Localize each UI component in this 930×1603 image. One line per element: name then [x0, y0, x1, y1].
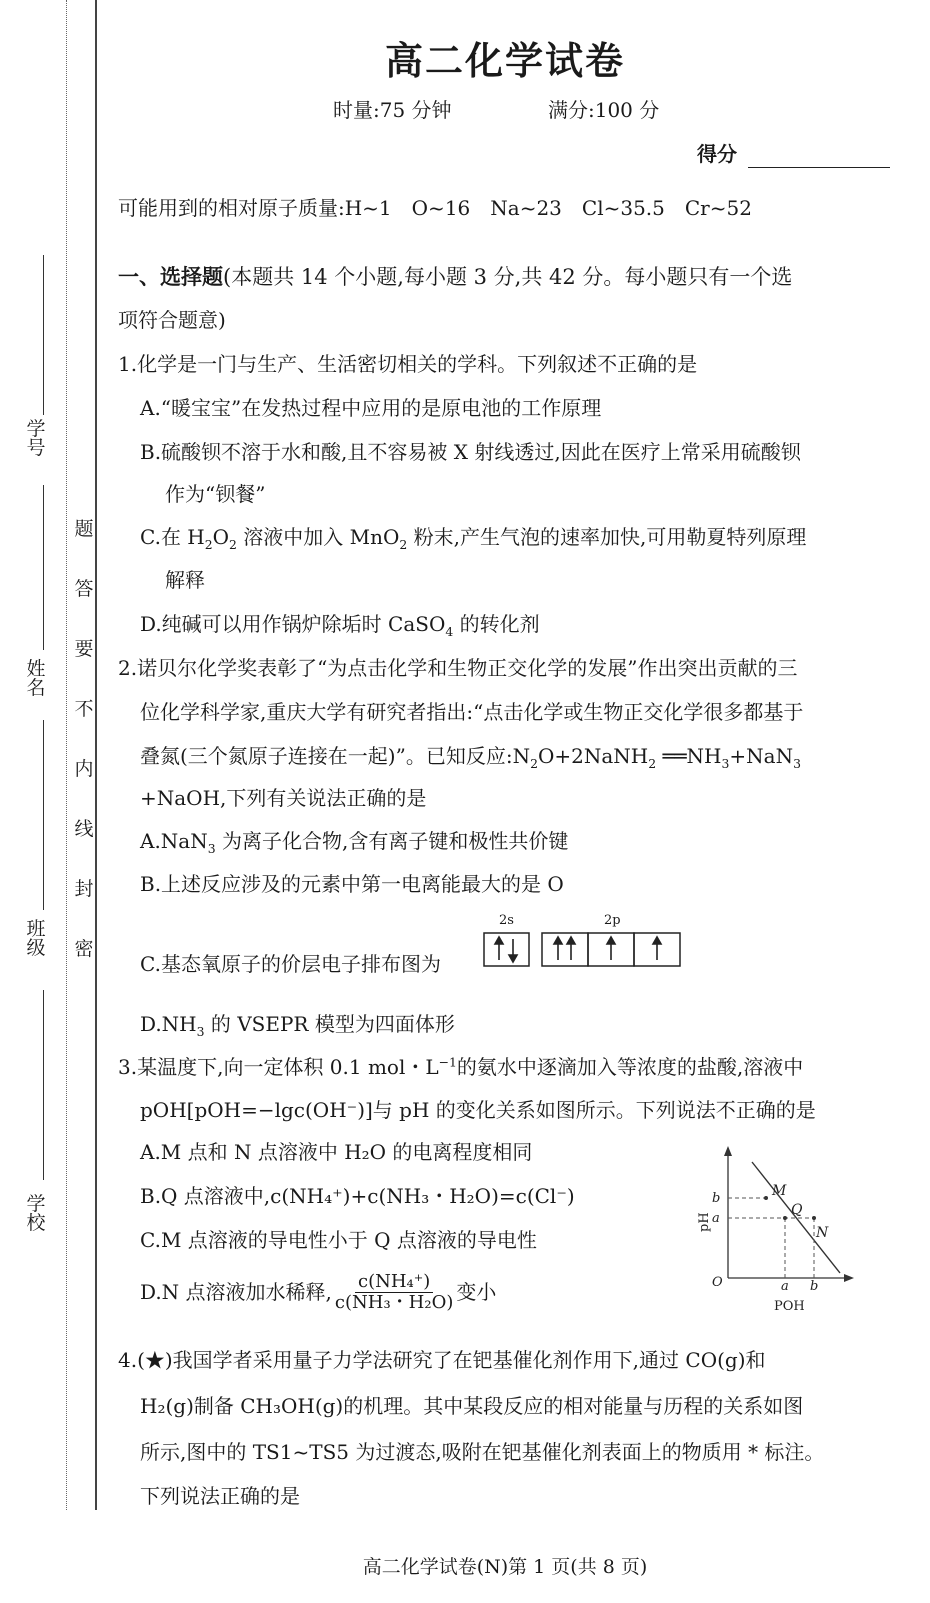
- y-axis-arrow: [724, 1146, 732, 1156]
- point-label-m: M: [772, 1183, 787, 1199]
- page-title: 高二化学试卷: [384, 39, 625, 83]
- q2-option-b: B.上述反应涉及的元素中第一电离能最大的是 O: [140, 872, 564, 896]
- section-heading-bold: 一、选择题: [118, 264, 223, 289]
- q3-option-a: A.M 点和 N 点溶液中 H₂O 的电离程度相同: [140, 1140, 533, 1164]
- q4-stem-2: H₂(g)制备 CH₃OH(g)的机理。其中某段反应的相对能量与历程的关系如图: [140, 1394, 804, 1418]
- seal-char: 线: [74, 818, 94, 840]
- x-tick-b: b: [810, 1279, 819, 1294]
- label-school: 学校: [26, 1193, 46, 1234]
- section-heading-rest: (本题共 14 个小题,每小题 3 分,共 42 分。每小题只有一个选: [223, 265, 793, 289]
- score-label: 得分: [697, 142, 737, 166]
- q3-option-d: D.N 点溶液加水稀释, $\frac{\text{c(NH₄⁺)}}{\text{c(NH₃・H₂O)}}$ 变小: [140, 1271, 497, 1313]
- q3-fraction: $\frac{\text{c(NH₄⁺)}}{\text{c(NH₃・H₂O)}}$: [334, 1271, 454, 1313]
- x-axis-arrow: [844, 1274, 854, 1282]
- label-class: 班级: [26, 918, 46, 959]
- y-tick-b: b: [712, 1191, 721, 1206]
- q4-stem-4: 下列说法正确的是: [140, 1484, 300, 1508]
- q1-option-a: A.“暖宝宝”在发热过程中应用的是原电池的工作原理: [140, 396, 602, 420]
- x-tick-a: a: [781, 1279, 789, 1294]
- q1-option-b: B.硫酸钡不溶于水和酸,且不容易被 X 射线透过,因此在医疗上常采用硫酸钡: [140, 440, 801, 464]
- score-blank[interactable]: [748, 167, 890, 168]
- seal-char: 题: [74, 518, 94, 540]
- seal-char: 密: [74, 938, 94, 960]
- point-label-n: N: [816, 1225, 829, 1241]
- q1-option-d: D.纯碱可以用作锅炉除垢时 CaSO$_4$ 的转化剂: [140, 612, 540, 639]
- class-line: [43, 720, 44, 910]
- q1-stem: 1.化学是一门与生产、生活密切相关的学科。下列叙述不正确的是: [118, 352, 698, 376]
- q2-option-c: C.基态氧原子的价层电子排布图为: [140, 952, 441, 976]
- q3-stem-2: pOH[pOH=−lgc(OH⁻)]与 pH 的变化关系如图所示。下列说法不正确的是: [140, 1098, 816, 1122]
- seal-char: 封: [74, 878, 94, 900]
- seal-char: 答: [74, 578, 94, 600]
- label-id: 学号: [26, 418, 46, 459]
- exam-time: 时量:75 分钟: [333, 98, 452, 122]
- point-n: [812, 1216, 816, 1220]
- section-heading-cont: 项符合题意): [118, 308, 226, 332]
- seal-char: 不: [74, 698, 94, 720]
- binding-dotted-line: [66, 0, 67, 1510]
- point-q: [783, 1216, 787, 1220]
- atomic-masses: 可能用到的相对原子质量:H~1 O~16 Na~23 Cl~35.5 Cr~52: [118, 196, 752, 220]
- label-name: 姓名: [26, 658, 46, 699]
- section-heading: [118, 264, 792, 290]
- q1-option-b-cont: 作为“钡餐”: [165, 482, 266, 506]
- q2-option-d: $D.NH_3$ 的 VSEPR 模型为四面体形: [140, 1012, 455, 1039]
- ph-poh-chart: [690, 1140, 860, 1325]
- y-tick-a: a: [712, 1211, 720, 1226]
- binding-fold-line: [95, 0, 97, 1510]
- orbital-2p-label: 2p: [604, 913, 621, 928]
- q2-stem: 2.诺贝尔化学奖表彰了“为点击化学和生物正交化学的发展”作出突出贡献的三: [118, 656, 798, 680]
- q1-option-c-cont: 解释: [165, 568, 205, 592]
- orbital-2s-label: 2s: [499, 913, 514, 928]
- origin-label: O: [712, 1275, 723, 1290]
- q1-option-c: C.在 $H_2O_2$ 溶液中加入 MnO$_2$ 粉末,产生气泡的速率加快,可用勒夏特列原理: [140, 525, 807, 552]
- point-m: [764, 1196, 768, 1200]
- q3-stem: 3.某温度下,向一定体积 0.1 mol・$L^{-1}$的氨水中逐滴加入等浓度的盐酸,溶液中: [118, 1054, 804, 1079]
- q2-option-a: A.NaN$_3$ 为离子化合物,含有离子键和极性共价键: [140, 829, 569, 856]
- point-label-q: Q: [791, 1202, 803, 1218]
- seal-char: 内: [74, 758, 94, 780]
- seal-char: 要: [74, 638, 94, 660]
- q4-stem-3: 所示,图中的 TS1~TS5 为过渡态,吸附在钯基催化剂表面上的物质用 * 标注。: [140, 1440, 825, 1464]
- q2-stem-3: 叠氮(三个氮原子连接在一起)”。已知反应$:N_2O+2NaNH_2$ $══NH_3+NaN_3$: [140, 744, 801, 771]
- orbital-boxes: [480, 930, 685, 972]
- q3-option-c: C.M 点溶液的导电性小于 Q 点溶液的导电性: [140, 1228, 537, 1252]
- q2-stem-4: +NaOH,下列有关说法正确的是: [140, 786, 427, 810]
- x-axis-label: POH: [774, 1299, 805, 1314]
- q3-option-b: B.Q 点溶液中,c(NH₄⁺)+c(NH₃・H₂O)=c(Cl⁻): [140, 1184, 575, 1208]
- id-line: [43, 255, 44, 415]
- page-footer: 高二化学试卷(N)第 1 页(共 8 页): [362, 1556, 648, 1578]
- full-score: 满分:100 分: [548, 98, 660, 122]
- y-axis-label: pH: [697, 1212, 712, 1232]
- q2-stem-2: 位化学科学家,重庆大学有研究者指出:“点击化学或生物正交化学很多都基于: [140, 700, 804, 724]
- q4-stem: 4.(★)我国学者采用量子力学法研究了在钯基催化剂作用下,通过 CO(g)和: [118, 1348, 766, 1372]
- name-line: [43, 485, 44, 650]
- school-line: [43, 990, 44, 1180]
